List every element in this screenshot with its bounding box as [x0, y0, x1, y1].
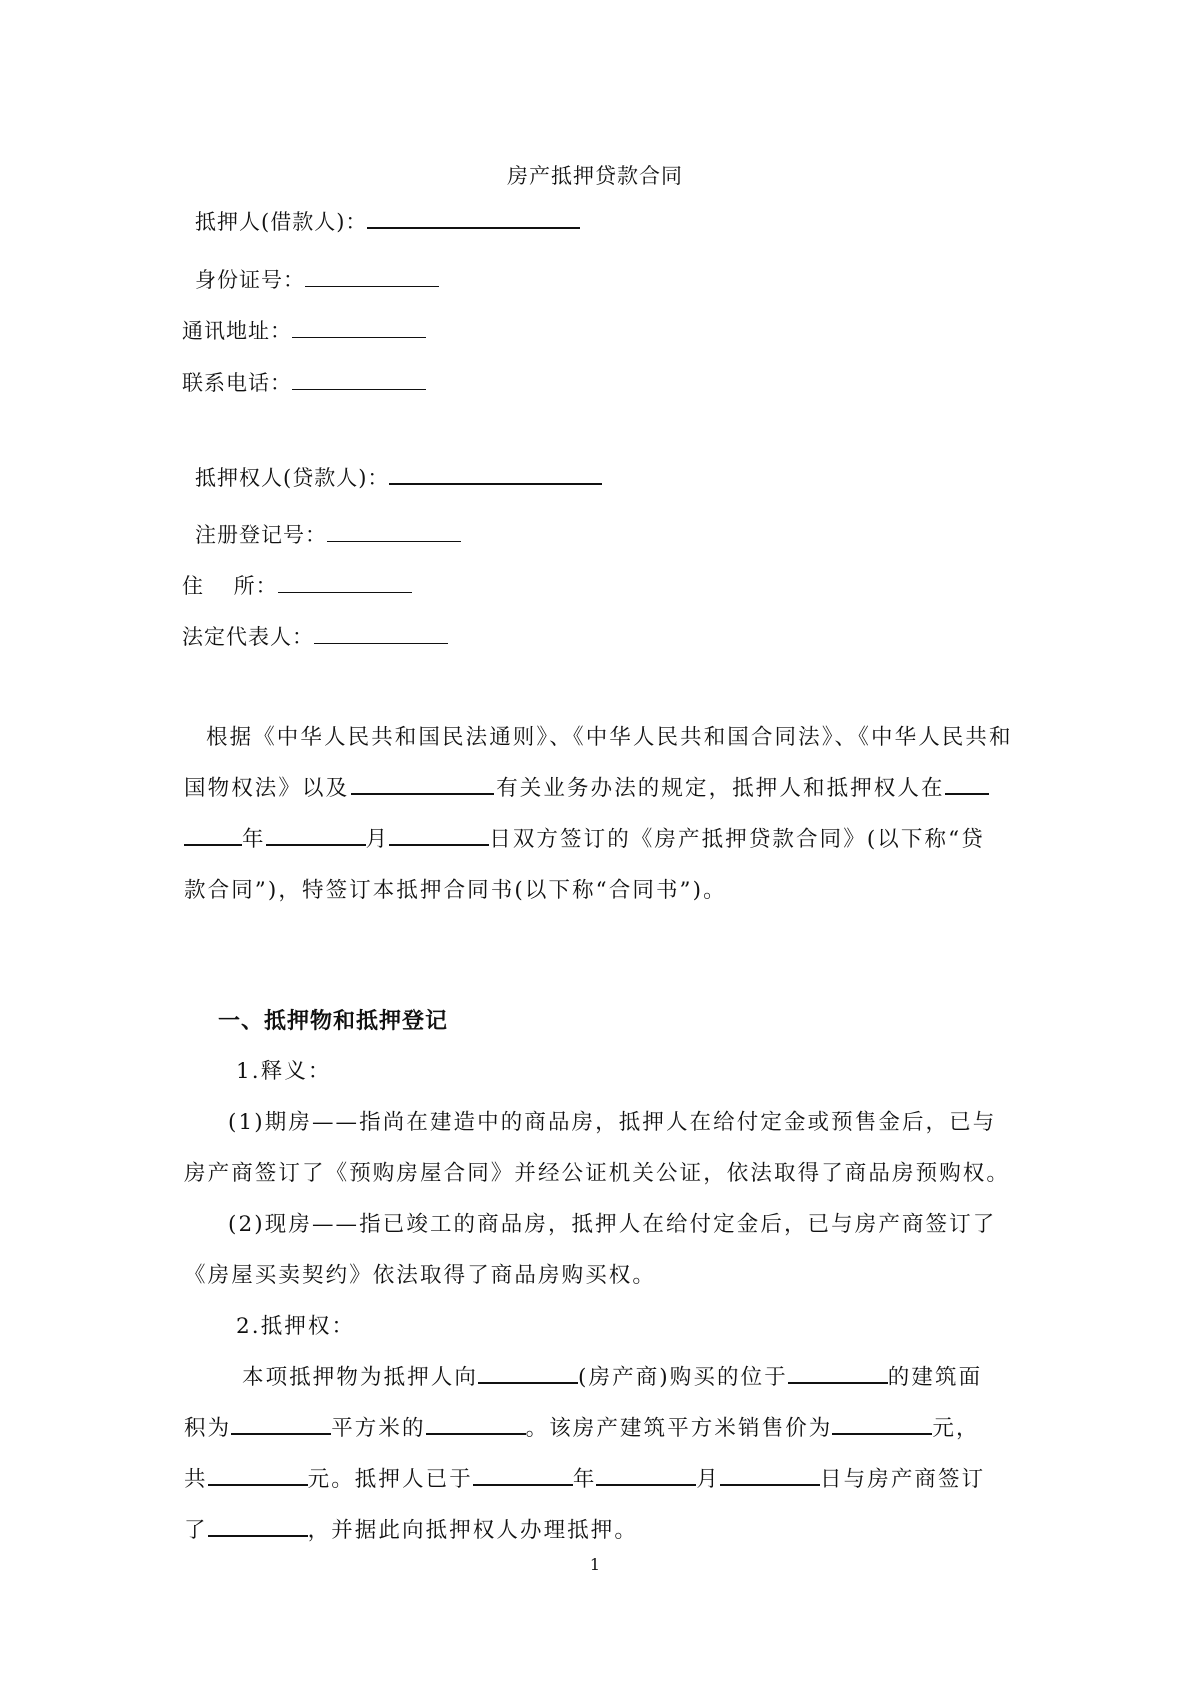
mortgage-text-g: 元， — [932, 1416, 980, 1441]
section-1-body — [184, 1046, 1014, 1556]
mortgage-text-d: 积为 — [184, 1416, 232, 1441]
mortgage-text-c: 的建筑面 — [887, 1365, 983, 1390]
mortgage-text-n: ，并据此向抵押权人办理抵押。 — [307, 1518, 639, 1543]
mortgage-text-a: 本项抵押物为抵押人向 — [242, 1365, 479, 1390]
mortgage-text-h: 共 — [184, 1467, 208, 1492]
total-price-blank[interactable] — [208, 1462, 308, 1486]
preamble-year-label: 年 — [242, 827, 266, 852]
mortgagee-domicile-label: 住 所： — [182, 574, 278, 598]
mortgagee-name-row — [195, 463, 602, 493]
contract-name-blank[interactable] — [208, 1513, 308, 1537]
mortgagor-phone-row — [182, 368, 426, 398]
mortgage-text-e: 平方米的 — [331, 1416, 426, 1441]
document-title: 房产抵押贷款合同 — [507, 164, 683, 188]
preamble-line-2b: 有关业务办法的规定，抵押人和抵押权人在 — [496, 776, 945, 801]
preamble-line-2a: 国物权法》以及 — [184, 776, 350, 801]
definition-2-line-2: 《房屋买卖契约》依法取得了商品房购买权。 — [184, 1263, 657, 1288]
preamble-day-blank[interactable] — [389, 822, 489, 846]
preamble-line-4: 款合同”)，特签订本抵押合同书(以下称“合同书”)。 — [184, 878, 727, 903]
mortgage-text-l: 日与房产商签订 — [820, 1467, 986, 1492]
sign-day-blank[interactable] — [720, 1462, 820, 1486]
preamble-line-3c: 日双方签订的《房产抵押贷款合同》(以下称“贷 — [489, 827, 985, 852]
definition-1-line-2: 房产商签订了《预购房屋合同》并经公证机关公证，依法取得了商品房预购权。 — [184, 1161, 1011, 1186]
preamble-line-1: 根据《中华人民共和国民法通则》、《中华人民共和国合同法》、《中华人民共和 — [206, 725, 1013, 750]
sign-year-blank[interactable] — [473, 1462, 573, 1486]
mortgagor-id-blank[interactable] — [305, 266, 439, 287]
preamble-blank-2b[interactable] — [184, 822, 242, 846]
mortgage-text-k: 月 — [696, 1467, 721, 1492]
location-blank[interactable] — [788, 1360, 888, 1384]
mortgagee-reg-label: 注册登记号： — [195, 523, 327, 547]
preamble-blank-1[interactable] — [351, 771, 494, 795]
mortgagee-rep-blank[interactable] — [314, 623, 448, 644]
definition-1-line-1: (1)期房——指尚在建造中的商品房，抵押人在给付定金或预售金后，已与 — [228, 1110, 997, 1135]
mortgagor-address-row — [182, 316, 426, 346]
preamble-month-blank[interactable] — [266, 822, 366, 846]
mortgagee-domicile-row — [182, 571, 412, 601]
mortgagor-phone-label: 联系电话： — [182, 371, 292, 395]
mortgage-text-m: 了 — [184, 1518, 208, 1543]
mortgagee-domicile-blank[interactable] — [278, 572, 412, 593]
preamble-month-label: 月 — [365, 827, 390, 852]
sign-month-blank[interactable] — [596, 1462, 696, 1486]
mortgage-text-i: 元。抵押人已于 — [307, 1467, 473, 1492]
page-number: 1 — [589, 1555, 601, 1574]
mortgagor-phone-blank[interactable] — [292, 369, 426, 390]
mortgagee-reg-blank[interactable] — [327, 521, 461, 542]
item-2-label: 2.抵押权： — [236, 1314, 356, 1339]
mortgagee-name-blank[interactable] — [389, 463, 602, 485]
preamble-blank-2a[interactable] — [945, 771, 989, 795]
property-blank[interactable] — [426, 1411, 526, 1435]
mortgagee-name-label: 抵押权人(贷款人)： — [195, 466, 390, 490]
mortgagor-address-label: 通讯地址： — [182, 319, 292, 343]
mortgage-text-b: (房产商)购买的位于 — [578, 1365, 788, 1390]
mortgagee-rep-row — [182, 622, 448, 652]
mortgagor-id-label: 身份证号： — [195, 268, 305, 292]
mortgagee-rep-label: 法定代表人： — [182, 625, 314, 649]
mortgage-text-f: 。该房产建筑平方米销售价为 — [525, 1416, 833, 1441]
mortgagor-address-blank[interactable] — [292, 317, 426, 338]
mortgagor-name-row — [195, 207, 580, 237]
mortgagee-reg-row — [195, 520, 461, 550]
developer-blank[interactable] — [478, 1360, 578, 1384]
section-1-heading: 一、抵押物和抵押登记 — [218, 1008, 449, 1034]
mortgagor-name-label: 抵押人(借款人)： — [195, 210, 368, 234]
mortgage-text-j: 年 — [572, 1467, 597, 1492]
unit-price-blank[interactable] — [832, 1411, 932, 1435]
area-blank[interactable] — [231, 1411, 331, 1435]
mortgagor-id-row — [195, 265, 439, 295]
preamble-paragraph — [184, 712, 1014, 916]
mortgagor-name-blank[interactable] — [367, 207, 580, 229]
definition-2-line-1: (2)现房——指已竣工的商品房，抵押人在给付定金后，已与房产商签订了 — [228, 1212, 997, 1237]
item-1-label: 1.释义： — [236, 1059, 332, 1084]
